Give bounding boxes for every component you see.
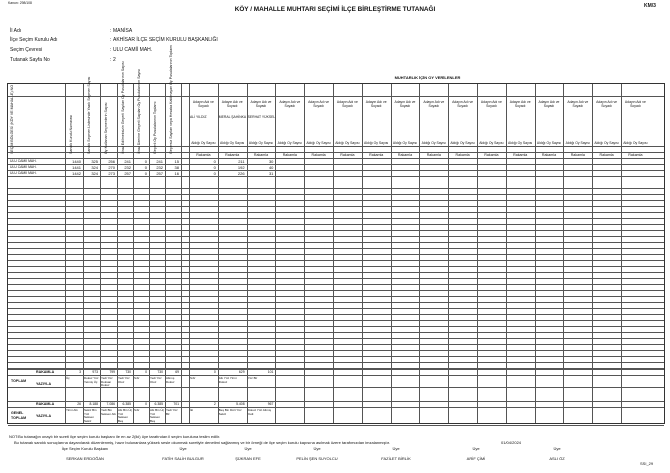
- row-itirazsiz: 241: [124, 159, 131, 164]
- genel-text: Altı Bin Üç Yüz Seksen Beş: [150, 408, 165, 423]
- row-divider: [8, 308, 664, 309]
- row-candidate-votes: 40: [268, 165, 274, 170]
- row-divider: [8, 254, 664, 255]
- candidate-name-head: Adayın Adı ve Soyadı: [308, 100, 330, 108]
- toplam-value: 730: [157, 370, 163, 374]
- toplam-text: Yedi Yüz Otuz: [150, 376, 162, 384]
- signature-name: FAZİLET BİRLİK: [381, 456, 411, 461]
- header-col2: Sandık Seçmen Listesinde Yazılı Seçmen Sayısı: [87, 76, 91, 154]
- note-line-1: NOT:Bu tutanağın onaylı bir sureti ilçe seçim kurulu başkanı ile en az 2(iki) üye tarafından il seçim kuruluna teslim edilir.: [9, 434, 221, 439]
- info-value-kurul: AKHİSAR İLÇE SEÇİM KURULU BAŞKANLIĞI: [113, 37, 218, 43]
- genel-text: Yedi Yüz Bir: [166, 408, 178, 416]
- genel-text: Beş Bin Dört Yüz Sekiz: [218, 408, 242, 416]
- votes-header: MUHTARLIK İÇİN OY VERİLENLER: [394, 75, 461, 80]
- row-sandik: 1440: [72, 159, 81, 164]
- genel-value: 8.188: [89, 402, 98, 406]
- candidate-count-head: Aldığı Oy Sayısı: [220, 141, 245, 145]
- toplam-value: 799: [109, 370, 115, 374]
- signature-name: ASLI ÖZ: [549, 456, 565, 461]
- genel-text: Yedi Bin Seksen Altı: [101, 408, 117, 416]
- toplam-value: 0: [145, 370, 147, 374]
- row-divider: [8, 212, 664, 213]
- toplam-text: Yüz Bir: [247, 376, 258, 380]
- candidate-name-head: Adayın Adı ve Soyadı: [624, 100, 646, 108]
- row-divider: [8, 206, 664, 207]
- row-divider: [8, 332, 664, 333]
- candidate-name-head: Adayın Adı ve Soyadı: [192, 100, 214, 108]
- candidate-digits-head: Rakamla: [225, 153, 240, 157]
- header-col3: Oy Kullanan Seçmenlerin Sayısı: [104, 102, 108, 154]
- candidate-name-head: Adayın Adı ve Soyadı: [336, 100, 358, 108]
- candidate-count-head: Aldığı Oy Sayısı: [364, 141, 389, 145]
- candidate-name-head: Adayın Adı ve Soyadı: [365, 100, 387, 108]
- genel-label: GENEL TOPLAM: [11, 411, 27, 420]
- candidate-digits-head: Rakamla: [484, 153, 499, 157]
- info-label-sayfa: Tutanak Sayfa No: [10, 57, 50, 63]
- signature-name: FATİH SALİH BULGUR: [162, 456, 204, 461]
- genel-yaziyla: YAZIYLA: [36, 414, 52, 418]
- document-title: KÖY / MAHALLE MUHTARI SEÇİMİ İLÇE BİRLEŞTİRME TUTANAĞI: [234, 6, 436, 13]
- candidate-count-head: Aldığı Oy Sayısı: [450, 141, 475, 145]
- toplam-text: Sıfır: [190, 376, 196, 380]
- row-gecersiz: 16: [174, 171, 179, 176]
- header-col1: Sandık Kurulu Numarası: [69, 114, 73, 154]
- toplam-text: Yedi Yüz Doksan Dokuz: [101, 376, 113, 388]
- candidate-digits-head: Rakamla: [628, 153, 643, 157]
- row-region-name: ULU CAMİİ MAH.: [10, 165, 37, 169]
- row-divider: [8, 176, 664, 177]
- signature-role: Üye: [392, 446, 400, 451]
- row-candidate-votes: 0: [213, 171, 216, 176]
- candidate-digits-head: Rakamla: [196, 153, 211, 157]
- row-candidate-votes: 31: [268, 171, 274, 176]
- row-divider: [8, 296, 664, 297]
- row-divider: [8, 242, 664, 243]
- row-divider: [8, 362, 664, 363]
- toplam-text: Dokuz Yüz Yetmiş Üç: [84, 376, 99, 384]
- toplam-rakamla: RAKAMLA: [36, 370, 55, 374]
- candidate-digits-head: Rakamla: [513, 153, 528, 157]
- signature-name: ARİF ÇİMİ: [466, 456, 486, 461]
- row-candidate-votes: 30: [268, 159, 274, 164]
- toplam-text: Altmış Dokuz: [166, 376, 175, 384]
- candidate-name-head: Adayın Adı ve Soyadı: [221, 100, 243, 108]
- candidate-name-head: Adayın Adı ve Soyadı: [423, 100, 445, 108]
- info-label-il: İl Adı: [10, 28, 22, 34]
- genel-text: İki: [190, 408, 193, 412]
- candidate-name-head: Adayın Adı ve Soyadı: [452, 100, 474, 108]
- signature-name: PELİN ŞEN SUYOLCU: [296, 456, 338, 461]
- row-divider: [8, 224, 664, 225]
- row-itirazli: 0: [144, 159, 147, 164]
- candidate-name-head: Adayın Adı ve Soyadı: [509, 100, 531, 108]
- row-divider: [8, 272, 664, 273]
- genel-value: 26: [77, 402, 81, 406]
- genel-text: Altı Bin Üç Yüz Seksen Beş: [118, 408, 133, 423]
- candidate-count-head: Aldığı Oy Sayısı: [306, 141, 331, 145]
- candidate-name: MERAL ŞAHİNKA: [218, 115, 247, 119]
- row-secmen: 324: [91, 171, 98, 176]
- genel-value: 967: [267, 402, 274, 406]
- candidate-name-head: Adayın Adı ve Soyadı: [394, 100, 416, 108]
- row-itirazli: 0: [144, 165, 147, 170]
- toplam-text: Üç: [66, 376, 70, 380]
- row-gecerli: 232: [156, 165, 163, 170]
- candidate-name-head: Adayın Adı ve Soyadı: [279, 100, 301, 108]
- candidate-count-head: Aldığı Oy Sayısı: [392, 141, 418, 145]
- row-sandik: 1442: [72, 171, 81, 176]
- row-gecersiz: 38: [174, 165, 179, 170]
- toplam-label: TOPLAM: [11, 379, 27, 383]
- header-col5: İtiraz Üzerine Geçerli Sayılan Oy Pusulalarının Sayısı: [137, 68, 141, 154]
- row-divider: [8, 230, 664, 231]
- row-gecerli: 257: [156, 171, 163, 176]
- header-col6: Geçerli Oy Pusulalarının Toplamı: [153, 101, 157, 154]
- genel-value: 5.408: [236, 402, 245, 406]
- candidate-digits-head: Rakamla: [397, 153, 413, 157]
- candidate-name-head: Adayın Adı ve Soyadı: [480, 100, 502, 108]
- candidate-count-head: Aldığı Oy Sayısı: [536, 141, 562, 145]
- candidate-name-head: Adayın Adı ve Soyadı: [250, 100, 272, 108]
- row-itirazsiz: 232: [124, 165, 131, 170]
- toplam-value: 3: [79, 370, 81, 374]
- row-divider: [8, 290, 664, 291]
- row-divider: [8, 425, 664, 426]
- row-kullanan: 270: [108, 165, 115, 170]
- header-region: SEÇİM BÖLGESİ (KÖY VE MAHALLE) NO: [10, 84, 14, 154]
- candidate-digits-head: Rakamla: [570, 153, 585, 157]
- candidate-digits-head: Rakamla: [599, 153, 614, 157]
- genel-text: Sekiz Bin Yüz Seksen Sekiz: [84, 408, 97, 423]
- row-region-name: ULU CAMİİ MAH.: [10, 171, 37, 175]
- row-divider: [8, 314, 664, 315]
- row-divider: [8, 218, 664, 219]
- row-divider: [8, 338, 664, 339]
- candidate-name: SERHAT YÜKSEL: [247, 115, 276, 119]
- row-divider: [8, 320, 664, 321]
- signature-role: Üye: [179, 446, 187, 451]
- candidate-count-head: Aldığı Oy Sayısı: [565, 141, 590, 145]
- row-candidate-votes: 226: [237, 171, 245, 176]
- genel-rakamla: RAKAMLA: [36, 402, 55, 406]
- info-label-cevre: Seçim Çevresi: [10, 47, 43, 53]
- toplam-text: Sıfır: [134, 376, 140, 380]
- toplam-value: 730: [125, 370, 131, 374]
- info-value-sayfa: 2: [113, 57, 116, 63]
- genel-value: 6.385: [122, 402, 131, 406]
- note-line-2: Bu tutanak sandık sonuçlarına dayanılarak düzenlenmiş, hazır bulunanlara yüksek sesle okunmak suretiyle denetimi sağlanmış ve bir örneği de ilçe seçim kurulu kapısına asılmak üzere tarafımızdan imzalanmıştır.: [14, 440, 390, 445]
- row-divider: [8, 278, 664, 279]
- genel-text: Dokuz Yüz Altmış Yedi: [247, 408, 272, 416]
- candidate-name-head: Adayın Adı ve Soyadı: [538, 100, 560, 108]
- genel-value: 7.086: [106, 402, 115, 406]
- row-sandik: 1441: [72, 165, 81, 170]
- candidate-count-head: Aldığı Oy Sayısı: [508, 141, 533, 145]
- row-divider: [8, 200, 664, 201]
- row-region-name: ULU CAMİİ MAH.: [10, 159, 37, 163]
- info-label-kurul: İlçe Seçim Kurulu Adı: [10, 37, 58, 43]
- row-kullanan: 256: [108, 159, 115, 164]
- toplam-value: 69: [175, 370, 179, 374]
- candidate-digits-head: Rakamla: [455, 153, 470, 157]
- header-col4: İtiraz Edilmeksizin Geçerli Sayılan Oy Pusulalarının Sayısı: [121, 61, 125, 154]
- candidate-count-head: Aldığı Oy Sayısı: [248, 141, 274, 145]
- signature-role: Üye: [472, 446, 480, 451]
- toplam-yaziyla: YAZIYLA: [36, 382, 52, 386]
- row-candidate-votes: 192: [237, 165, 245, 170]
- header-col7: Geçersiz Sayılan veya Hesaba Katılmayan Oy Pusulalarının Toplamı: [169, 44, 173, 154]
- row-divider: [8, 284, 664, 285]
- row-divider: [8, 350, 664, 351]
- signature-name: ŞÜKRAN EFE: [235, 456, 261, 461]
- row-divider: [8, 302, 664, 303]
- toplam-text: Yedi Yüz Otuz: [118, 376, 130, 384]
- row-divider: [8, 266, 664, 267]
- row-divider: [8, 236, 664, 237]
- candidate-name-head: Adayın Adı ve Soyadı: [596, 100, 618, 108]
- signature-name: SERKAN ERDOĞAN: [66, 456, 104, 461]
- row-divider: [8, 194, 664, 195]
- candidate-digits-head: Rakamla: [311, 153, 326, 157]
- candidate-digits-head: Rakamla: [282, 153, 297, 157]
- law-reference: Kanun: 298/108: [8, 1, 32, 5]
- candidate-count-head: Aldığı Oy Sayısı: [421, 141, 446, 145]
- candidate-digits-head: Rakamla: [541, 153, 557, 157]
- row-divider: [8, 260, 664, 261]
- signature-role: Üye: [313, 446, 321, 451]
- row-candidate-votes: 0: [213, 159, 216, 164]
- candidate-name-head: Adayın Adı ve Soyadı: [567, 100, 589, 108]
- row-divider: [8, 248, 664, 249]
- toplam-value: 0: [213, 370, 216, 374]
- row-secmen: 324: [91, 165, 98, 170]
- row-itirazsiz: 257: [124, 171, 131, 176]
- row-divider: [8, 356, 664, 357]
- genel-value: 6.385: [154, 402, 163, 406]
- genel-value: 701: [173, 402, 179, 406]
- info-value-il: MANİSA: [113, 28, 133, 34]
- candidate-digits-head: Rakamla: [253, 153, 269, 157]
- candidate-digits-head: Rakamla: [369, 153, 384, 157]
- row-itirazli: 0: [144, 171, 147, 176]
- info-value-cevre: ULU CAMİİ MAH.: [113, 47, 153, 53]
- row-divider: [8, 326, 664, 327]
- row-secmen: 325: [91, 159, 98, 164]
- row-divider: [8, 188, 664, 189]
- candidate-count-head: Aldığı Oy Sayısı: [594, 141, 619, 145]
- form-code: KM/3: [644, 3, 656, 9]
- genel-text: Sıfır: [134, 408, 140, 412]
- candidate-count-head: Aldığı Oy Sayısı: [623, 141, 648, 145]
- row-divider: [8, 344, 664, 345]
- candidate-count-head: Aldığı Oy Sayısı: [277, 141, 302, 145]
- candidate-digits-head: Rakamla: [426, 153, 441, 157]
- candidate-count-head: Aldığı Oy Sayısı: [335, 141, 360, 145]
- toplam-value: 973: [92, 370, 98, 374]
- tutanak-date: 01/04/2024: [501, 440, 522, 445]
- signature-role: İlçe Seçim Kurulu Başkanı: [61, 446, 109, 451]
- toplam-text: Altı Yüz Yirmi Dokuz: [218, 376, 237, 384]
- genel-text: Yirmi Altı: [66, 408, 78, 412]
- candidate-name: ALİ YILDIZ: [190, 115, 207, 119]
- toplam-value: 101: [267, 370, 274, 374]
- candidate-digits-head: Rakamla: [340, 153, 355, 157]
- genel-value: 0: [145, 402, 147, 406]
- row-candidate-votes: 211: [238, 159, 245, 164]
- candidate-count-head: Aldığı Oy Sayısı: [191, 141, 216, 145]
- genel-value: 2: [213, 402, 216, 406]
- row-gecerli: 241: [156, 159, 163, 164]
- row-kullanan: 273: [108, 171, 115, 176]
- toplam-value: 629: [238, 370, 245, 374]
- row-candidate-votes: 0: [213, 165, 216, 170]
- footer-code: SSI_29: [640, 461, 654, 466]
- signature-role: Üye: [244, 446, 252, 451]
- signature-role: Üye: [553, 446, 561, 451]
- row-gecersiz: 15: [174, 159, 179, 164]
- candidate-count-head: Aldığı Oy Sayısı: [479, 141, 504, 145]
